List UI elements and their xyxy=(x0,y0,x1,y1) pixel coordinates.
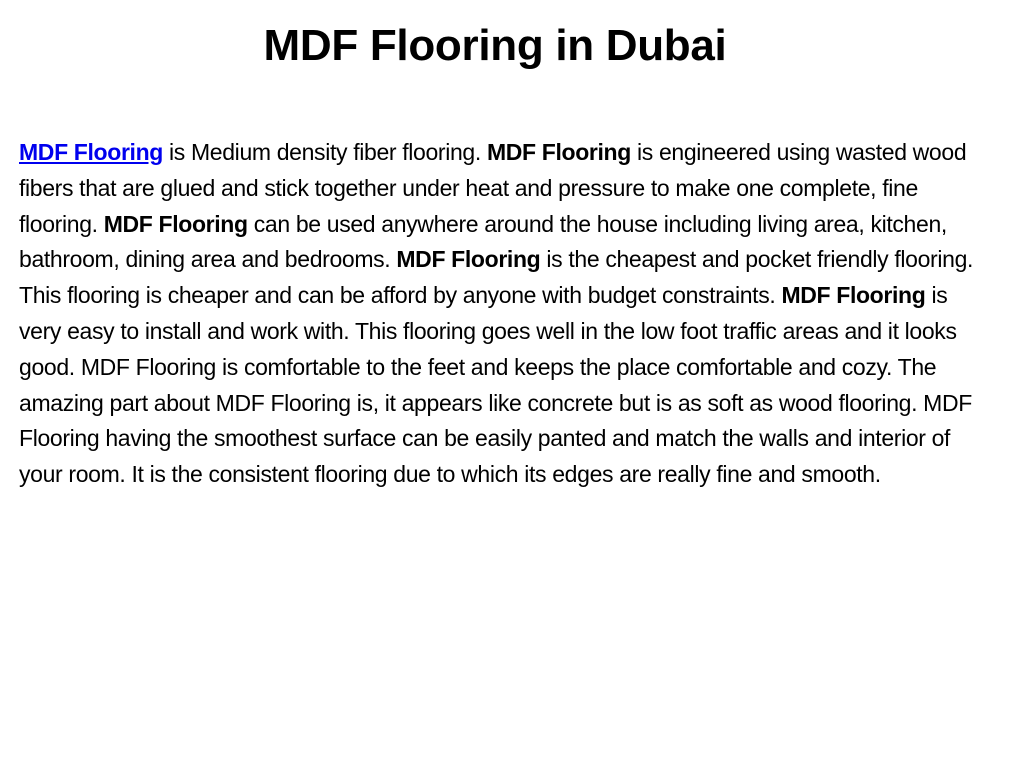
bold-term-1: MDF Flooring xyxy=(486,139,631,165)
bold-term-4: MDF Flooring xyxy=(781,282,926,309)
bold-term-2: MDF Flooring xyxy=(103,210,248,237)
body-paragraph xyxy=(19,135,987,493)
body-text-segment-1: is Medium density fiber flooring. xyxy=(163,139,487,165)
body-text-segment-3: can be used anywhere around the house including living area, kitchen, bathroom, dining area and bedrooms. xyxy=(19,210,947,273)
bold-term-3: MDF Flooring xyxy=(396,246,541,273)
mdf-flooring-link[interactable]: MDF Flooring xyxy=(19,139,163,165)
body-text-segment-2: is engineered using wasted wood fibers that are glued and stick together under heat and pressure to make one complete, fine flooring. xyxy=(19,139,967,237)
page-title: MDF Flooring in Dubai xyxy=(263,21,727,70)
body-text-segment-4: is the cheapest and pocket friendly flooring. This flooring is cheaper and can be afford by anyone with budget constraints. xyxy=(19,246,974,309)
body-text-segment-5: is very easy to install and work with. This flooring goes well in the low foot traffic areas and it looks good. MDF Flooring is comfortable to the feet and keeps the place comfortable and cozy. The amazing part about MDF Flooring is, it appears like concrete but is as soft as wood flooring. MDF Flooring having the smoothest surface can be easily panted and match the walls and interior of your room. It is the consistent flooring due to which its edges are really fine and smooth. xyxy=(19,282,972,488)
